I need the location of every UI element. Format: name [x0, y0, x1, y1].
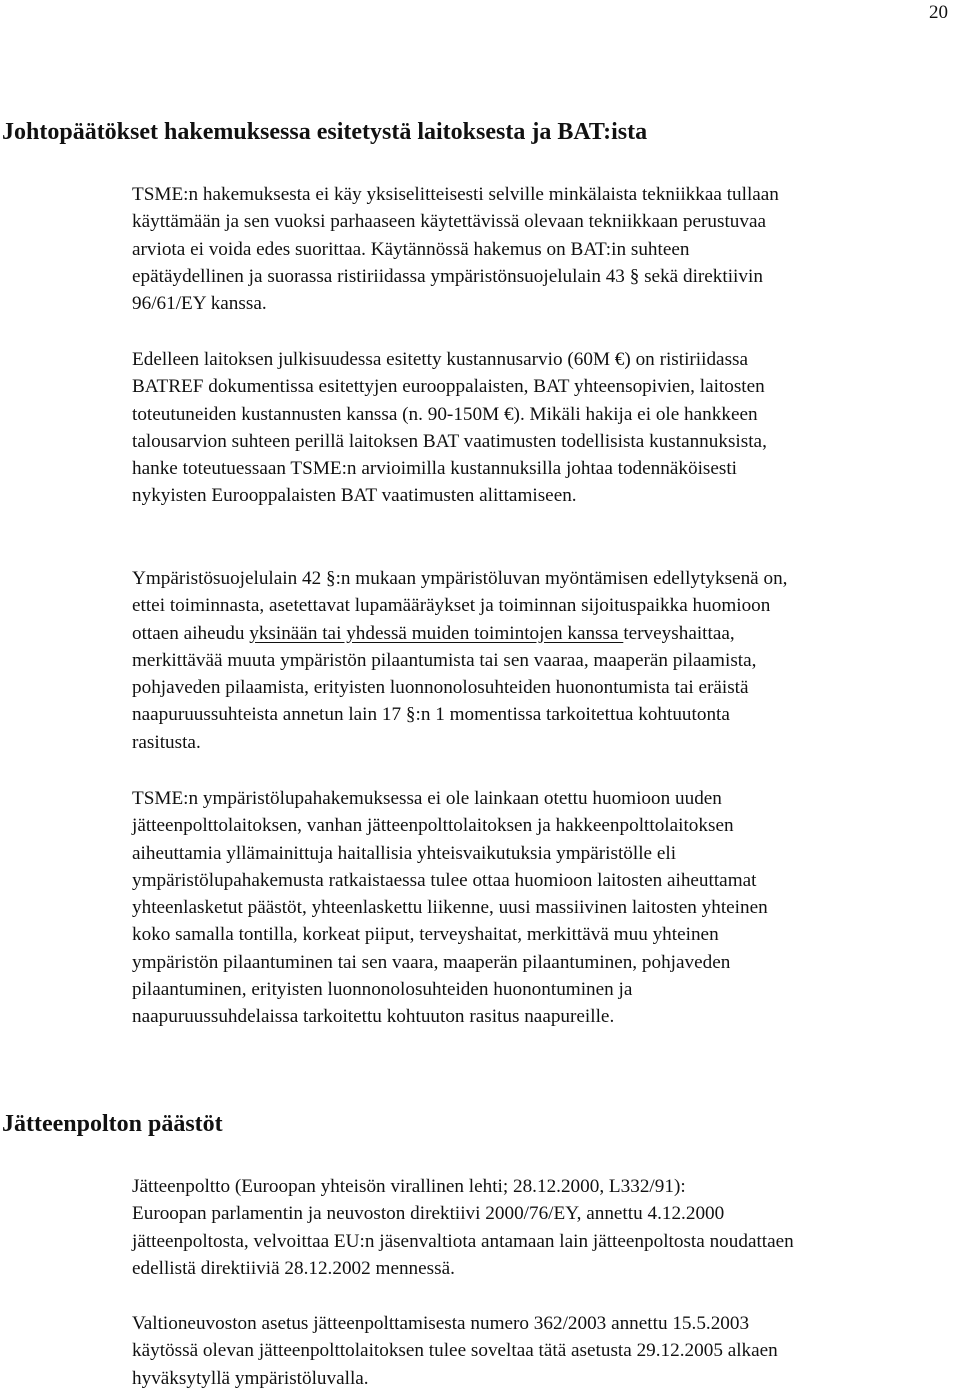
text-line: ympäristölupahakemusta ratkaistaessa tulee ottaa huomioon laitosten aiheuttamat [132, 869, 757, 891]
text-line: Valtioneuvoston asetus jätteenpolttamisesta numero 362/2003 annettu 15.5.2003 [132, 1313, 750, 1334]
text-line: nykyisten Eurooppalaisten BAT vaatimusten alittamiseen. [132, 485, 577, 507]
text-line: yhteenlasketut päästöt, yhteenlaskettu liikenne, uusi massiivinen laitosten yhteinen [132, 897, 768, 919]
text-segment: ottaen aiheudu [132, 622, 250, 644]
paragraph-cost-estimate [132, 346, 944, 510]
paragraph-waste-incineration-directive [132, 1173, 944, 1282]
text-line: TSME:n ympäristölupahakemuksessa ei ole lainkaan otettu huomioon uuden [132, 788, 722, 809]
text-line: ettei toiminnasta, asetettavat lupamääräykset ja toiminnan sijoituspaikka huomioon [132, 595, 771, 617]
paragraph-environmental-law [132, 565, 944, 756]
text-line: 96/61/EY kanssa. [132, 293, 267, 315]
text-line: Ympäristösuojelulain 42 §:n mukaan ympäristöluvan myöntämisen edellytyksenä on, [132, 568, 788, 589]
text-line [132, 620, 944, 647]
text-line: naapuruussuhdelaissa tarkoitettu kohtuuton rasitus naapureille. [132, 1006, 615, 1028]
text-line: arviota ei voida edes suorittaa. Käytännössä hakemus on BAT:in suhteen [132, 238, 690, 260]
text-line: Euroopan parlamentin ja neuvoston direktiivi 2000/76/EY, annettu 4.12.2000 [132, 1203, 725, 1225]
text-line: edellistä direktiiviä 28.12.2002 mennessä. [132, 1257, 455, 1279]
text-line: ympäristön pilaantuminen tai sen vaara, maaperän pilaantuminen, pohjaveden [132, 951, 731, 973]
text-line: jätteenpoltosta, velvoittaa EU:n jäsenvaltiota antamaan lain jätteenpoltosta noudattaen [132, 1230, 794, 1252]
text-line: Jätteenpoltto (Euroopan yhteisön virallinen lehti; 28.12.2000, L332/91): [132, 1176, 686, 1197]
paragraph-bat-assessment [132, 181, 944, 317]
underlined-phrase: yksinään tai yhdessä muiden toimintojen kanssa [249, 622, 624, 644]
text-line: jätteenpolttolaitoksen, vanhan jätteenpolttolaitoksen ja hakkeenpolttolaitoksen [132, 815, 734, 837]
text-segment: terveyshaittaa, [623, 622, 735, 644]
section-heading-emissions: Jätteenpolton päästöt [2, 1111, 223, 1137]
text-line: pohjaveden pilaamista, erityisten luonnonolosuhteiden huonontumista tai eräistä [132, 677, 749, 699]
text-line: hanke toteutuessaan TSME:n arvioimilla kustannuksilla johtaa todennäköisesti [132, 458, 738, 480]
text-line: TSME:n hakemuksesta ei käy yksiselitteisesti selville minkälaista tekniikkaa tullaan [132, 184, 779, 205]
text-line: hyväksytyllä ympäristöluvalla. [132, 1367, 369, 1389]
section-heading-conclusions: Johtopäätökset hakemuksessa esitetystä laitoksesta ja BAT:ista [2, 119, 648, 145]
text-line: käytössä olevan jätteenpolttolaitoksen tulee soveltaa tätä asetusta 29.12.2005 alkaen [132, 1340, 778, 1362]
text-line: toteutuneiden kustannusten kanssa (n. 90-150M €). Mikäli hakija ei ole hankkeen [132, 403, 758, 425]
page-number: 20 [929, 2, 948, 23]
text-line: käyttämään ja sen vuoksi parhaaseen käytettävissä olevaan tekniikkaan perustuvaa [132, 211, 767, 233]
text-line: rasitusta. [132, 731, 201, 753]
text-line: epätäydellinen ja suorassa ristiriidassa ympäristönsuojelulain 43 § sekä direktiivin [132, 265, 763, 287]
text-line: koko samalla tontilla, korkeat piiput, terveyshaitat, merkittävä muu yhteinen [132, 924, 719, 946]
text-line: naapuruussuhteista annetun lain 17 §:n 1 momentissa tarkoitettua kohtuutonta [132, 704, 730, 726]
text-line: merkittävää muuta ympäristön pilaantumista tai sen vaaraa, maaperän pilaamista, [132, 649, 757, 671]
text-line: pilaantuminen, erityisten luonnonolosuhteiden huonontuminen ja [132, 979, 633, 1001]
paragraph-government-decree [132, 1310, 944, 1392]
text-line: BATREF dokumentissa esitettyjen eurooppalaisten, BAT yhteensopivien, laitosten [132, 376, 765, 398]
paragraph-combined-effects [132, 785, 944, 1031]
text-line: Edelleen laitoksen julkisuudessa esitetty kustannusarvio (60M €) on ristiriidassa [132, 349, 749, 370]
text-line: talousarvion suhteen perillä laitoksen BAT vaatimusten todellisista kustannuksista, [132, 430, 767, 452]
text-line: aiheuttamia yllämainittuja haitallisia yhteisvaikutuksia ympäristölle eli [132, 842, 677, 864]
